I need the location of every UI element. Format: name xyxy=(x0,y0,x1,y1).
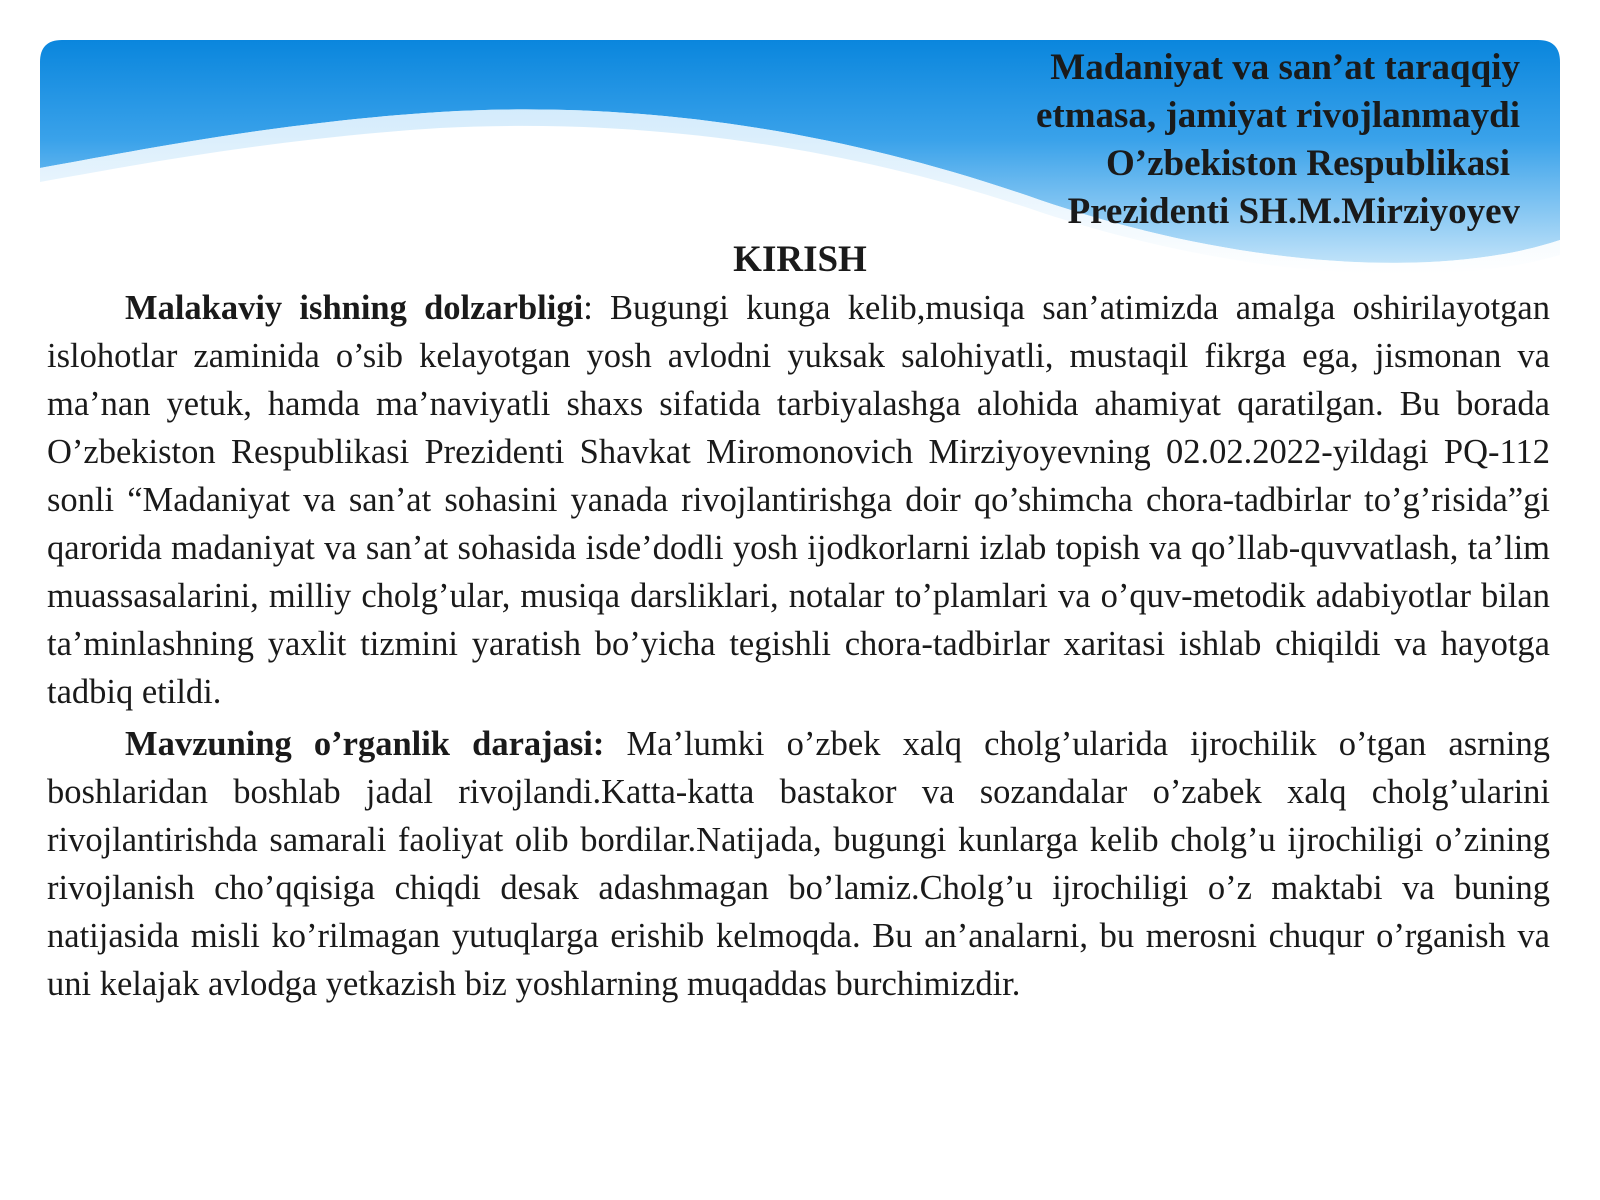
epigraph-line: O’zbekiston Respublikasi xyxy=(1105,143,1510,184)
paragraph-body: Ma’lumki o’zbek xalq cholg’ularida ijrochilik o’tgan asrning boshlaridan boshlab jadal rivojlandi.Katta-katta bastakor va sozandalar o’zabek xalq cholg’ularini rivojlantirishda samarali faoliyat olib bordilar.Natijada, bugungi kunlarga kelib cholg’u ijrochiligi o’zining rivojlanish cho’qqisiga chiqdi desak adashmagan bo’lamiz.Cholg’u ijrochiligi o’z maktabi va buning natijasida misli ko’rilmagan yutuqlarga erishib kelmoqda. Bu an’analarni, bu merosni chuqur o’rganish va uni kelajak avlodga yetkazish biz yoshlarning muqaddas burchimizdir. xyxy=(47,725,1550,1003)
body-text xyxy=(47,284,1550,1012)
section-title: KIRISH xyxy=(733,239,867,280)
paragraph-lead: Malakaviy ishning dolzarbligi xyxy=(125,289,584,327)
epigraph-line: etmasa, jamiyat rivojlanmaydi xyxy=(1035,95,1520,136)
paragraph-relevance xyxy=(47,284,1550,716)
paragraph-body: : Bugungi kunga kelib,musiqa san’atimizda amalga oshirilayotgan islohotlar zaminida o’sib kelayotgan yosh avlodni yuksak salohiyatli, mustaqil fikrga ega, jismonan va ma’nan yetuk, hamda ma’naviyatli shaxs sifatida tarbiyalashga alohida ahamiyat qaratilgan. Bu borada O’zbekiston Respublikasi Prezidenti Shavkat Miromonovich Mirziyoyevning 02.02.2022-yildagi PQ-112 sonli “Madaniyat va san’at sohasini yanada rivojlantirishga doir qo’shimcha chora-tadbirlar to’g’risida”gi qarorida madaniyat va san’at sohasida isde’dodli yosh ijodkorlarni izlab topish va qo’llab-quvvatlash, ta’lim muassasalarini, milliy cholg’ular, musiqa darsliklari, notalar to’plamlari va o’quv-metodik adabiyotlar bilan ta’minlashning yaxlit tizmini yaratish bo’yicha tegishli chora-tadbirlar xaritasi ishlab chiqildi va hayotga tadbiq etildi. xyxy=(47,289,1550,711)
epigraph xyxy=(1036,44,1520,236)
paragraph-study-level xyxy=(47,720,1550,1008)
epigraph-author: Prezidenti SH.M.Mirziyoyev xyxy=(1067,191,1520,232)
epigraph-line: Madaniyat va san’at taraqqiy xyxy=(1050,47,1520,88)
paragraph-lead: Mavzuning o’rganlik darajasi: xyxy=(125,725,605,763)
